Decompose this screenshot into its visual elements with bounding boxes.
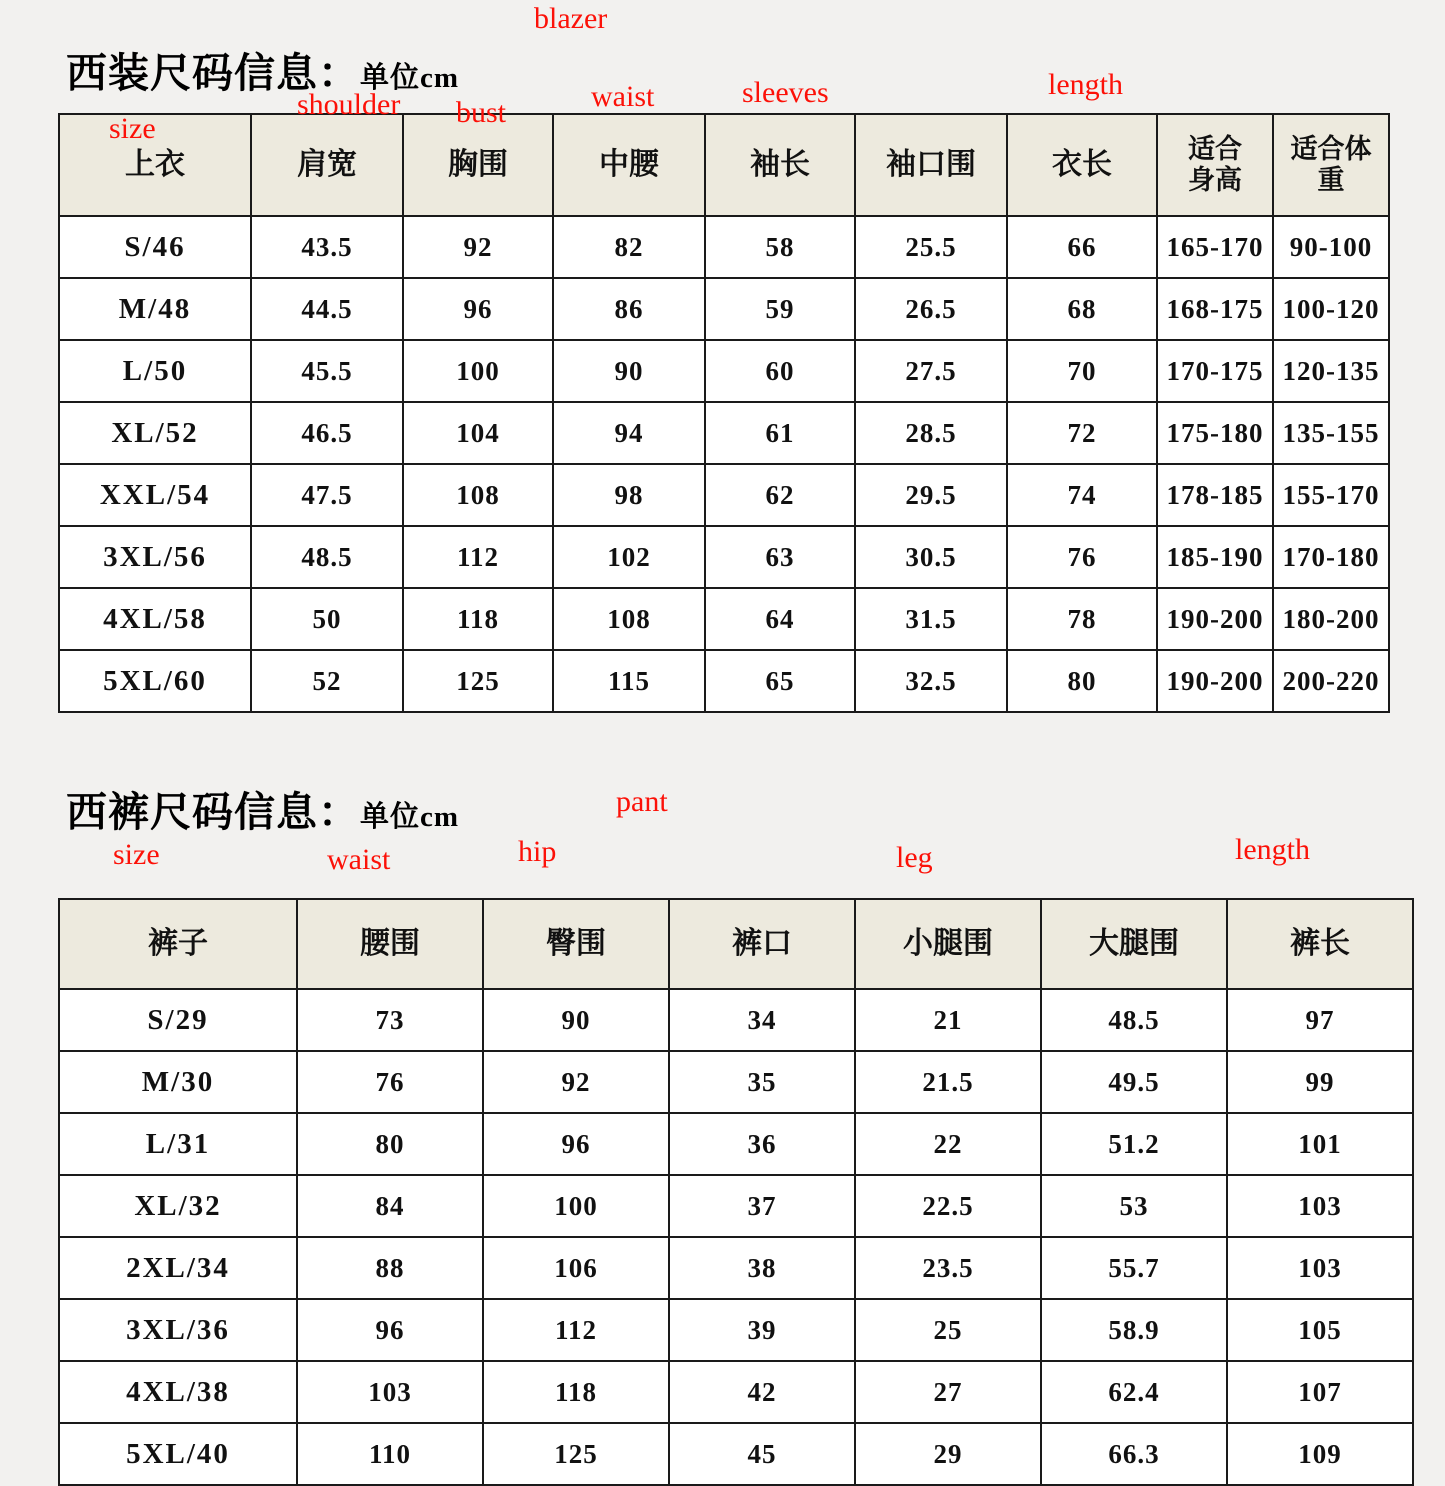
cell-waist: 82 bbox=[553, 216, 705, 278]
annotation-hip: hip bbox=[518, 835, 557, 868]
cell-height: 178-185 bbox=[1157, 464, 1273, 526]
cell-bust: 96 bbox=[403, 278, 553, 340]
annotation-pant: pant bbox=[616, 785, 668, 818]
cell-length: 74 bbox=[1007, 464, 1157, 526]
cell-hip: 92 bbox=[483, 1051, 669, 1113]
annotation-bust: bust bbox=[456, 96, 507, 129]
cell-weight: 90-100 bbox=[1273, 216, 1389, 278]
blazer-title-text: 西装尺码信息： bbox=[66, 49, 360, 97]
cell-size: S/46 bbox=[59, 216, 251, 278]
cell-shoulder: 46.5 bbox=[251, 402, 403, 464]
cell-calf: 27 bbox=[855, 1361, 1041, 1423]
cell-length: 80 bbox=[1007, 650, 1157, 712]
cell-hip: 96 bbox=[483, 1113, 669, 1175]
cell-bust: 100 bbox=[403, 340, 553, 402]
cell-waist: 88 bbox=[297, 1237, 483, 1299]
cell-size: 2XL/34 bbox=[59, 1237, 297, 1299]
cell-waist: 94 bbox=[553, 402, 705, 464]
cell-thigh: 66.3 bbox=[1041, 1423, 1227, 1485]
table-row bbox=[59, 340, 1389, 402]
cell-size: 4XL/58 bbox=[59, 588, 251, 650]
cell-waist: 110 bbox=[297, 1423, 483, 1485]
cell-sleeve: 65 bbox=[705, 650, 855, 712]
cell-calf: 22.5 bbox=[855, 1175, 1041, 1237]
table-row bbox=[59, 1113, 1413, 1175]
table-row bbox=[59, 1051, 1413, 1113]
cell-hip: 100 bbox=[483, 1175, 669, 1237]
cell-length: 103 bbox=[1227, 1237, 1413, 1299]
blazer-col-bust: 胸围 bbox=[403, 114, 553, 216]
cell-length: 107 bbox=[1227, 1361, 1413, 1423]
cell-cuff: 31.5 bbox=[855, 588, 1007, 650]
cell-sleeve: 61 bbox=[705, 402, 855, 464]
cell-weight: 135-155 bbox=[1273, 402, 1389, 464]
pant-col-hip: 臀围 bbox=[483, 899, 669, 989]
pant-col-length: 裤长 bbox=[1227, 899, 1413, 989]
cell-weight: 100-120 bbox=[1273, 278, 1389, 340]
cell-length: 76 bbox=[1007, 526, 1157, 588]
cell-size: 5XL/40 bbox=[59, 1423, 297, 1485]
pant-col-thigh: 大腿围 bbox=[1041, 899, 1227, 989]
cell-sleeve: 59 bbox=[705, 278, 855, 340]
annotation-leg: leg bbox=[896, 841, 933, 874]
pant-col-hem: 裤口 bbox=[669, 899, 855, 989]
blazer-col-height: 适合 身高 bbox=[1157, 114, 1273, 216]
annotation-length-pant: length bbox=[1235, 833, 1310, 866]
cell-calf: 23.5 bbox=[855, 1237, 1041, 1299]
table-row bbox=[59, 1299, 1413, 1361]
cell-waist: 103 bbox=[297, 1361, 483, 1423]
cell-bust: 112 bbox=[403, 526, 553, 588]
blazer-table-header-row bbox=[59, 114, 1389, 216]
table-row bbox=[59, 278, 1389, 340]
cell-waist: 76 bbox=[297, 1051, 483, 1113]
annotation-blazer: blazer bbox=[534, 2, 608, 35]
blazer-col-size: 上衣 bbox=[59, 114, 251, 216]
table-row bbox=[59, 989, 1413, 1051]
cell-weight: 155-170 bbox=[1273, 464, 1389, 526]
cell-length: 66 bbox=[1007, 216, 1157, 278]
cell-shoulder: 47.5 bbox=[251, 464, 403, 526]
annotation-length-blazer: length bbox=[1048, 68, 1123, 101]
table-row bbox=[59, 402, 1389, 464]
cell-thigh: 53 bbox=[1041, 1175, 1227, 1237]
cell-size: M/30 bbox=[59, 1051, 297, 1113]
blazer-size-table bbox=[58, 113, 1390, 713]
cell-sleeve: 60 bbox=[705, 340, 855, 402]
cell-thigh: 58.9 bbox=[1041, 1299, 1227, 1361]
cell-thigh: 62.4 bbox=[1041, 1361, 1227, 1423]
table-row bbox=[59, 464, 1389, 526]
cell-weight: 180-200 bbox=[1273, 588, 1389, 650]
cell-size: 4XL/38 bbox=[59, 1361, 297, 1423]
table-row bbox=[59, 216, 1389, 278]
annotation-sleeves: sleeves bbox=[742, 76, 829, 109]
cell-hem: 45 bbox=[669, 1423, 855, 1485]
cell-cuff: 29.5 bbox=[855, 464, 1007, 526]
cell-thigh: 55.7 bbox=[1041, 1237, 1227, 1299]
cell-hip: 118 bbox=[483, 1361, 669, 1423]
annotation-waist-blazer: waist bbox=[591, 80, 655, 113]
pant-size-section bbox=[58, 745, 1388, 1486]
cell-hip: 90 bbox=[483, 989, 669, 1051]
cell-cuff: 28.5 bbox=[855, 402, 1007, 464]
cell-shoulder: 52 bbox=[251, 650, 403, 712]
table-row bbox=[59, 1175, 1413, 1237]
pant-size-table bbox=[58, 898, 1414, 1486]
cell-weight: 170-180 bbox=[1273, 526, 1389, 588]
blazer-col-weight: 适合体 重 bbox=[1273, 114, 1389, 216]
cell-length: 105 bbox=[1227, 1299, 1413, 1361]
cell-size: XXL/54 bbox=[59, 464, 251, 526]
pant-title-text: 西裤尺码信息： bbox=[66, 788, 360, 836]
cell-cuff: 32.5 bbox=[855, 650, 1007, 712]
cell-hem: 35 bbox=[669, 1051, 855, 1113]
table-row bbox=[59, 1361, 1413, 1423]
pant-col-waist: 腰围 bbox=[297, 899, 483, 989]
cell-shoulder: 48.5 bbox=[251, 526, 403, 588]
cell-shoulder: 50 bbox=[251, 588, 403, 650]
cell-sleeve: 62 bbox=[705, 464, 855, 526]
cell-length: 103 bbox=[1227, 1175, 1413, 1237]
blazer-col-shoulder: 肩宽 bbox=[251, 114, 403, 216]
cell-height: 175-180 bbox=[1157, 402, 1273, 464]
cell-cuff: 27.5 bbox=[855, 340, 1007, 402]
cell-length: 72 bbox=[1007, 402, 1157, 464]
cell-length: 99 bbox=[1227, 1051, 1413, 1113]
cell-length: 97 bbox=[1227, 989, 1413, 1051]
cell-hem: 37 bbox=[669, 1175, 855, 1237]
cell-waist: 102 bbox=[553, 526, 705, 588]
blazer-col-sleeve: 袖长 bbox=[705, 114, 855, 216]
table-row bbox=[59, 1237, 1413, 1299]
cell-size: M/48 bbox=[59, 278, 251, 340]
cell-size: XL/32 bbox=[59, 1175, 297, 1237]
blazer-col-cuff: 袖口围 bbox=[855, 114, 1007, 216]
cell-size: L/31 bbox=[59, 1113, 297, 1175]
blazer-section-title bbox=[58, 0, 1388, 113]
cell-shoulder: 45.5 bbox=[251, 340, 403, 402]
cell-waist: 86 bbox=[553, 278, 705, 340]
cell-hem: 38 bbox=[669, 1237, 855, 1299]
cell-height: 190-200 bbox=[1157, 650, 1273, 712]
blazer-col-length: 衣长 bbox=[1007, 114, 1157, 216]
annotation-size-pant: size bbox=[113, 838, 160, 871]
cell-cuff: 30.5 bbox=[855, 526, 1007, 588]
cell-bust: 125 bbox=[403, 650, 553, 712]
cell-height: 190-200 bbox=[1157, 588, 1273, 650]
blazer-size-section bbox=[58, 0, 1388, 713]
cell-height: 185-190 bbox=[1157, 526, 1273, 588]
cell-bust: 108 bbox=[403, 464, 553, 526]
cell-calf: 21.5 bbox=[855, 1051, 1041, 1113]
cell-bust: 118 bbox=[403, 588, 553, 650]
cell-bust: 104 bbox=[403, 402, 553, 464]
cell-height: 168-175 bbox=[1157, 278, 1273, 340]
cell-waist: 73 bbox=[297, 989, 483, 1051]
cell-waist: 96 bbox=[297, 1299, 483, 1361]
cell-hem: 39 bbox=[669, 1299, 855, 1361]
blazer-title-unit: 单位cm bbox=[360, 62, 460, 94]
cell-thigh: 51.2 bbox=[1041, 1113, 1227, 1175]
cell-size: S/29 bbox=[59, 989, 297, 1051]
cell-size: 5XL/60 bbox=[59, 650, 251, 712]
annotation-size-blazer: size bbox=[109, 112, 156, 145]
annotation-shoulder: shoulder bbox=[297, 88, 401, 121]
cell-waist: 115 bbox=[553, 650, 705, 712]
cell-weight: 200-220 bbox=[1273, 650, 1389, 712]
cell-hip: 106 bbox=[483, 1237, 669, 1299]
cell-cuff: 26.5 bbox=[855, 278, 1007, 340]
cell-waist: 84 bbox=[297, 1175, 483, 1237]
cell-shoulder: 43.5 bbox=[251, 216, 403, 278]
cell-sleeve: 63 bbox=[705, 526, 855, 588]
cell-thigh: 48.5 bbox=[1041, 989, 1227, 1051]
cell-sleeve: 58 bbox=[705, 216, 855, 278]
cell-hem: 42 bbox=[669, 1361, 855, 1423]
cell-waist: 90 bbox=[553, 340, 705, 402]
table-row bbox=[59, 588, 1389, 650]
cell-length: 78 bbox=[1007, 588, 1157, 650]
cell-length: 101 bbox=[1227, 1113, 1413, 1175]
cell-hem: 36 bbox=[669, 1113, 855, 1175]
cell-calf: 25 bbox=[855, 1299, 1041, 1361]
cell-length: 109 bbox=[1227, 1423, 1413, 1485]
table-row bbox=[59, 1423, 1413, 1485]
cell-size: 3XL/56 bbox=[59, 526, 251, 588]
cell-size: L/50 bbox=[59, 340, 251, 402]
cell-calf: 22 bbox=[855, 1113, 1041, 1175]
cell-weight: 120-135 bbox=[1273, 340, 1389, 402]
cell-sleeve: 64 bbox=[705, 588, 855, 650]
cell-size: 3XL/36 bbox=[59, 1299, 297, 1361]
cell-hem: 34 bbox=[669, 989, 855, 1051]
cell-cuff: 25.5 bbox=[855, 216, 1007, 278]
cell-height: 165-170 bbox=[1157, 216, 1273, 278]
cell-length: 70 bbox=[1007, 340, 1157, 402]
cell-size: XL/52 bbox=[59, 402, 251, 464]
pant-col-calf: 小腿围 bbox=[855, 899, 1041, 989]
table-row bbox=[59, 650, 1389, 712]
cell-hip: 112 bbox=[483, 1299, 669, 1361]
pant-table-header-row bbox=[59, 899, 1413, 989]
cell-waist: 108 bbox=[553, 588, 705, 650]
annotation-waist-pant: waist bbox=[327, 843, 391, 876]
cell-length: 68 bbox=[1007, 278, 1157, 340]
cell-waist: 80 bbox=[297, 1113, 483, 1175]
cell-hip: 125 bbox=[483, 1423, 669, 1485]
cell-bust: 92 bbox=[403, 216, 553, 278]
cell-calf: 21 bbox=[855, 989, 1041, 1051]
cell-shoulder: 44.5 bbox=[251, 278, 403, 340]
table-row bbox=[59, 526, 1389, 588]
cell-height: 170-175 bbox=[1157, 340, 1273, 402]
pant-col-size: 裤子 bbox=[59, 899, 297, 989]
cell-waist: 98 bbox=[553, 464, 705, 526]
blazer-col-waist: 中腰 bbox=[553, 114, 705, 216]
cell-thigh: 49.5 bbox=[1041, 1051, 1227, 1113]
cell-calf: 29 bbox=[855, 1423, 1041, 1485]
pant-section-title bbox=[58, 745, 1388, 852]
pant-title-unit: 单位cm bbox=[360, 801, 460, 833]
